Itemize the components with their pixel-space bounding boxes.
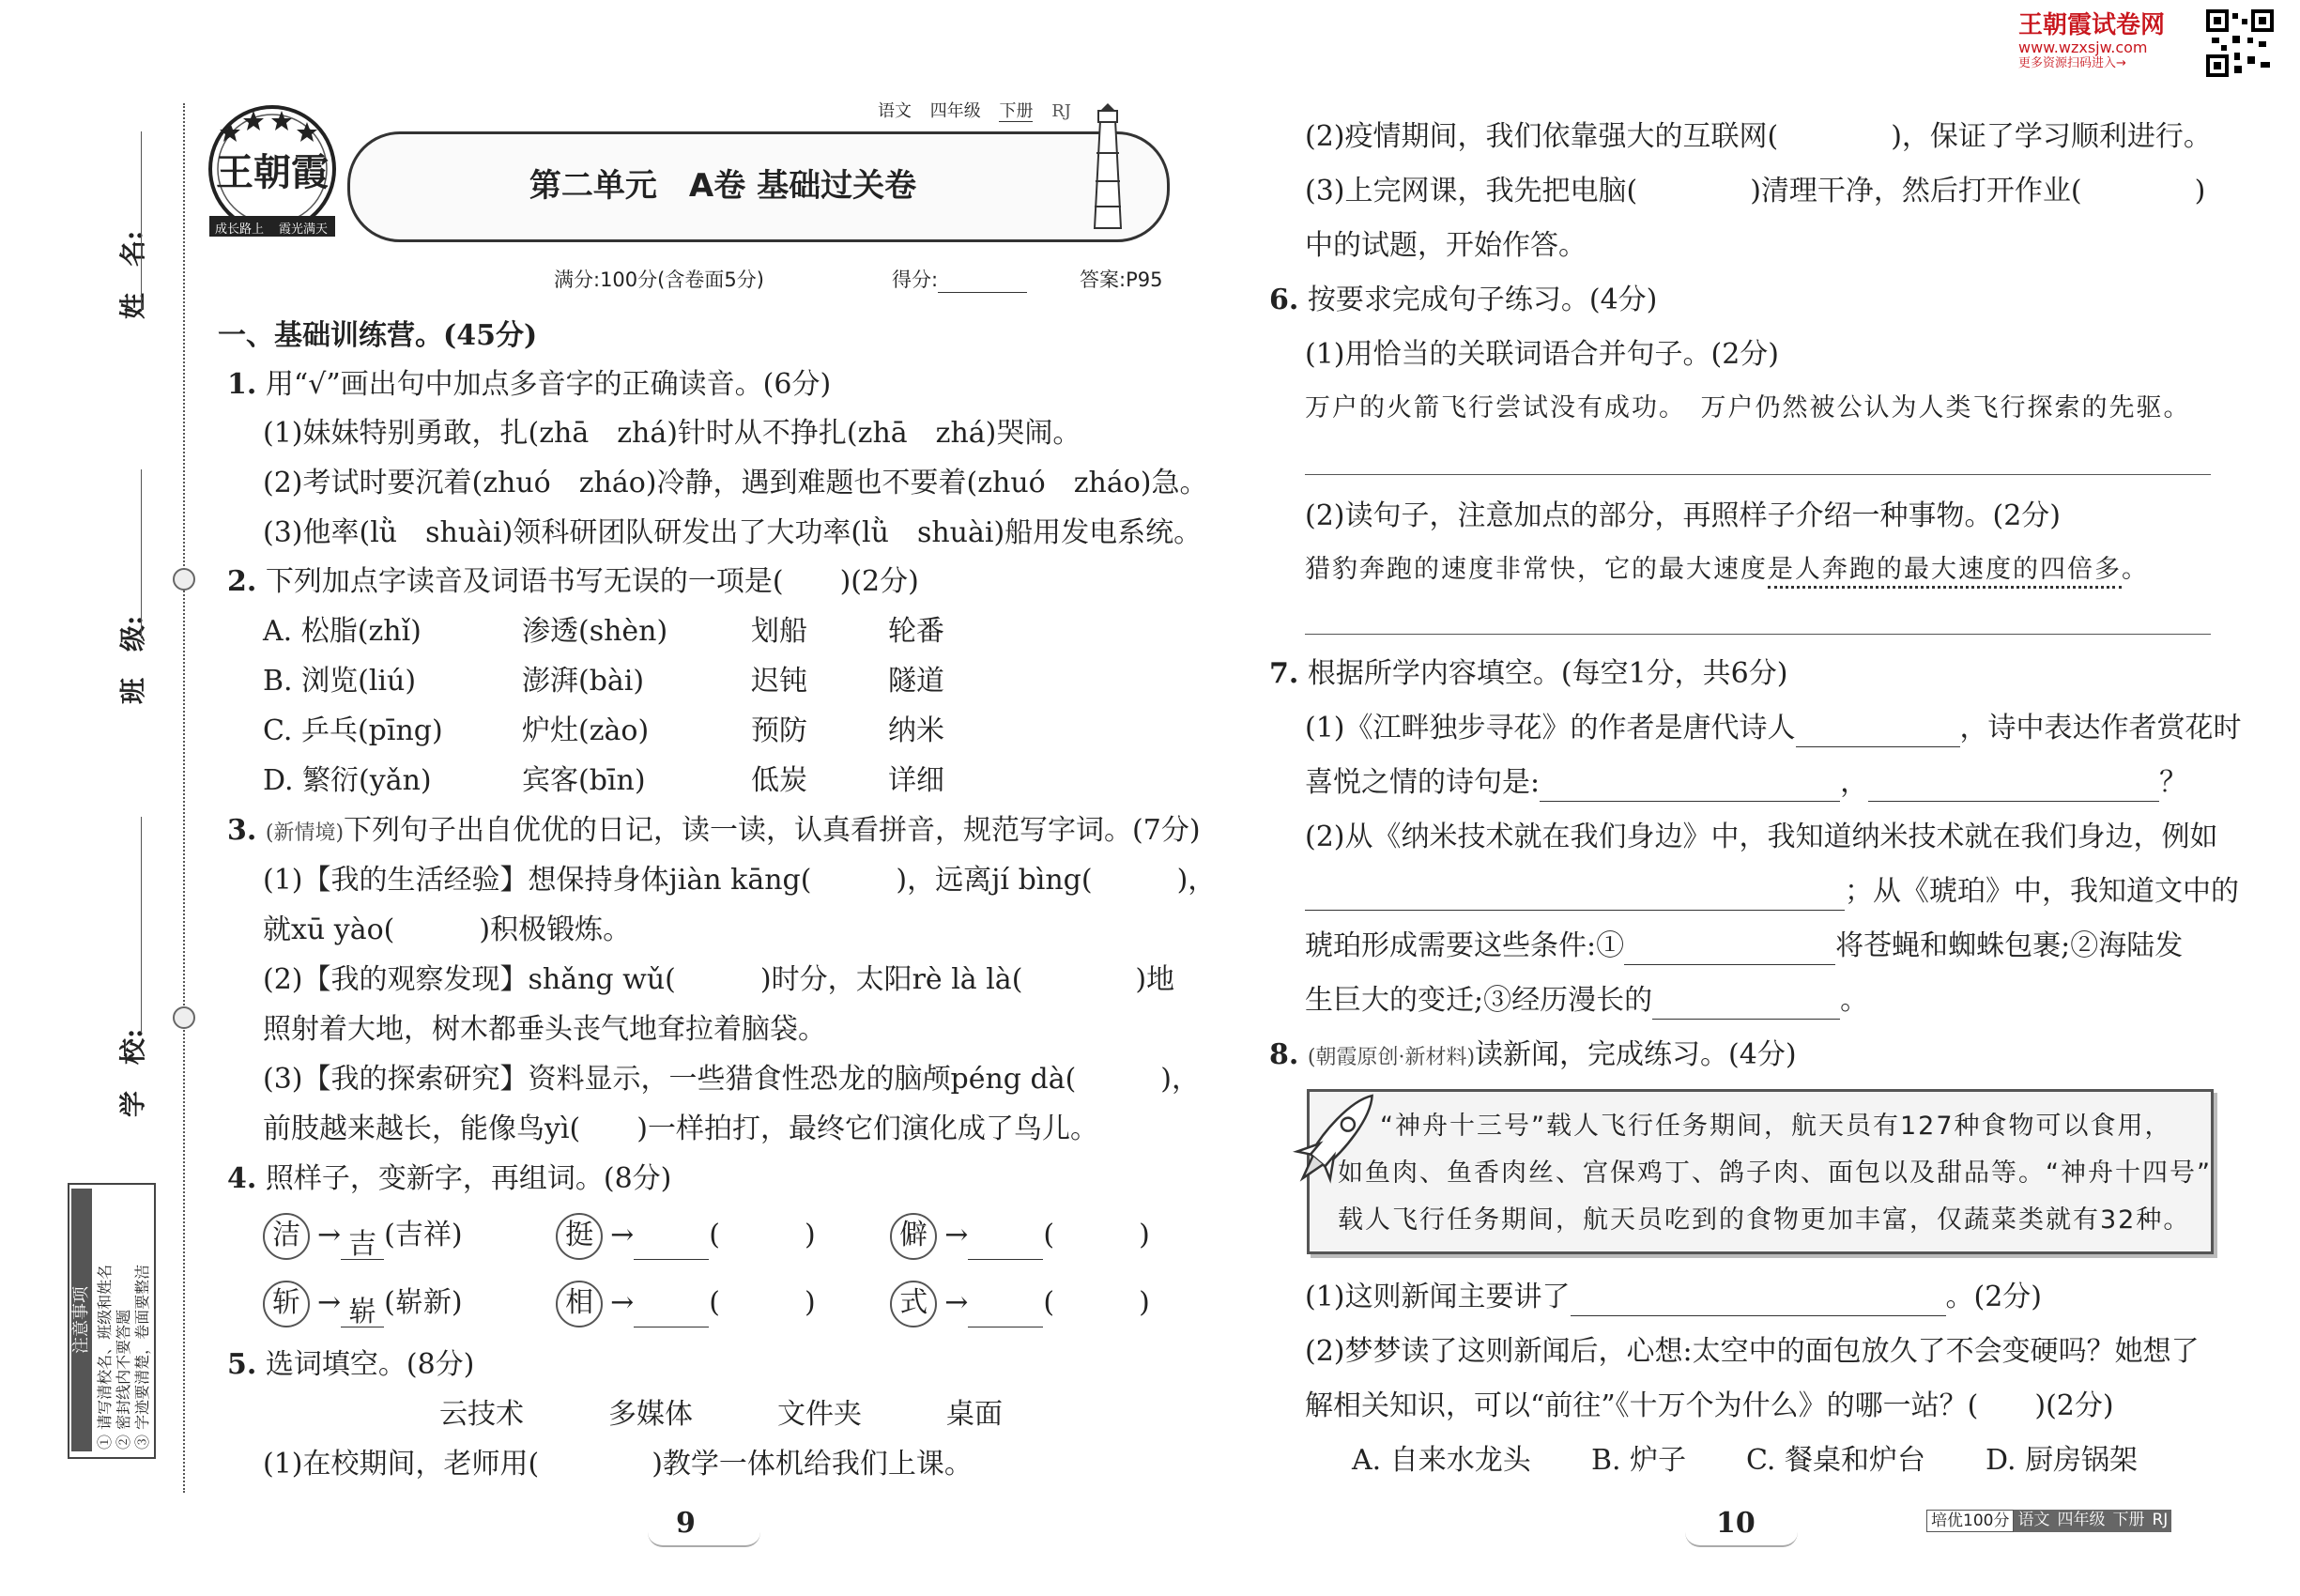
- q1-num: 1.: [227, 368, 257, 401]
- q4-char: 僻: [890, 1213, 937, 1260]
- q7-l1b: ，诗中表达作者赏花时: [1959, 712, 2242, 744]
- q7-amber-input-1[interactable]: [1624, 936, 1835, 965]
- arrow-icon: →: [317, 1219, 342, 1251]
- q6-sub-1: (1)用恰当的关联词语合并句子。(2分): [1305, 338, 1779, 371]
- q6-sentence-dotted: 是人奔跑的最大速度的四倍多: [1768, 555, 2122, 589]
- q7-amber-input-2[interactable]: [1652, 990, 1840, 1020]
- q2-opt-b-1[interactable]: B. 浏览(liú): [263, 665, 417, 698]
- q7-line-3: (2)从《纳米技术就在我们身边》中，我知道纳米技术就在我们身边，例如: [1305, 821, 2218, 853]
- q2-opt-d-2: 宾客(bīn): [522, 764, 646, 797]
- q4-new-char: 崭: [341, 1298, 384, 1327]
- q6-sub-1-text: 万户的火箭飞行尝试没有成功。 万户仍然被公认为人类飞行探索的先驱。: [1305, 393, 2191, 422]
- q2-text: 下列加点字读音及词语书写无误的一项是( )(2分): [265, 565, 919, 598]
- q7-poem-input-1[interactable]: [1540, 773, 1840, 802]
- q4-char: 洁: [263, 1213, 310, 1260]
- q4-new-char-input[interactable]: [968, 1231, 1043, 1260]
- class-input-line[interactable]: [141, 469, 142, 638]
- q3-line-6: 前肢越来越长，能像鸟yì( )一样拍打，最终它们演化成了鸟儿。: [263, 1113, 1098, 1145]
- arrow-icon: →: [944, 1219, 969, 1251]
- q8-summary-input[interactable]: [1571, 1287, 1946, 1316]
- news-line-3: 载人飞行任务期间，航天员吃到的食物更加丰富，仅蔬菜类就有32种。: [1338, 1205, 2191, 1235]
- arrow-icon: →: [610, 1286, 635, 1319]
- score-input[interactable]: [938, 271, 1027, 293]
- q2-opt-a-4: 轮番: [888, 615, 944, 648]
- q7-l5b: 将苍蝇和蜘蛛包裹;②海陆发: [1835, 929, 2184, 962]
- q4-num: 4.: [227, 1162, 257, 1195]
- q8-opt-d[interactable]: D. 厨房锅架: [1986, 1444, 2139, 1477]
- q2-opt-d-4: 详细: [888, 764, 944, 797]
- q1-line-2: (2)考试时要沉着(zhuó zháo)冷静，遇到难题也不要着(zhuó zháo)急。: [263, 467, 1208, 499]
- tag-grade: 四年级: [929, 101, 981, 121]
- q5-num: 5.: [227, 1348, 257, 1381]
- q7-poet-input[interactable]: [1796, 718, 1960, 747]
- q1-stem: [227, 366, 831, 404]
- q4-new-char-input[interactable]: [634, 1298, 709, 1327]
- header-tags: [878, 98, 1071, 122]
- q2-opt-b-4: 隧道: [888, 665, 944, 698]
- q2-opt-c-1[interactable]: C. 乒乓(pīng): [263, 714, 443, 747]
- section-title: 一、基础训练营。(45分): [218, 319, 538, 352]
- q2-opt-b-3: 迟钝: [751, 665, 807, 698]
- school-field: [113, 817, 150, 1127]
- q2-opt-a-3: 划船: [751, 615, 807, 648]
- q3-line-3: (2)【我的观察发现】shǎng wǔ( )时分，太阳rè là là( )地: [263, 963, 1175, 996]
- binding-hole-icon: [173, 568, 195, 591]
- q5-word-4: 桌面: [946, 1398, 1003, 1431]
- q4-word: (吉祥): [384, 1219, 463, 1251]
- q2-num: 2.: [227, 565, 257, 598]
- note-3: ③ 字迹要清楚，卷面要整洁: [133, 1264, 151, 1450]
- q3-line-4: 照射着大地，树木都垂头丧气地耷拉着脑袋。: [263, 1013, 826, 1046]
- q7-l6a: 生巨大的变迁;③经历漫长的: [1305, 984, 1653, 1017]
- q7-l5a: 琥珀形成需要这些条件:①: [1305, 929, 1625, 962]
- tag-volume: 下册: [999, 101, 1034, 121]
- q3-num: 3.: [227, 814, 257, 847]
- arrow-icon: →: [610, 1219, 635, 1251]
- footer-volume: 下册: [2108, 1510, 2148, 1532]
- q2-opt-c-2: 炉灶(zào): [522, 714, 650, 747]
- q5-line-2: (2)疫情期间，我们依靠强大的互联网( )，保证了学习顺利进行。: [1305, 120, 2212, 153]
- q7-line-1: [1305, 710, 2242, 747]
- q7-line-2: [1305, 764, 2187, 802]
- q6-stem: [1269, 282, 1657, 319]
- q8-s1a: (1)这则新闻主要讲了: [1305, 1281, 1571, 1313]
- q4-new-char: 吉: [341, 1231, 384, 1260]
- q8-opt-c[interactable]: C. 餐桌和炉台: [1746, 1444, 1925, 1477]
- q8-sub-2a: (2)梦梦读了这则新闻后，心想:太空中的面包放久了不会变硬吗？她想了: [1305, 1335, 2200, 1368]
- q2-opt-a-1[interactable]: A. 松脂(zhǐ): [263, 615, 422, 648]
- q4-word-input[interactable]: ( ): [709, 1286, 816, 1319]
- q3-text: 下列句子出自优优的日记，读一读，认真看拼音，规范写字词。(7分): [344, 814, 1201, 847]
- q1-line-1: (1)妹妹特别勇敢，扎(zhā zhá)针时从不挣扎(zhā zhá)哭闹。: [263, 417, 1081, 450]
- score-label-text: 得分:: [892, 269, 939, 291]
- tag-edition: RJ: [1051, 101, 1071, 121]
- class-field: [113, 469, 150, 714]
- q7-num: 7.: [1269, 657, 1299, 690]
- q4-char: 斩: [263, 1281, 310, 1327]
- logo-motto-left: 成长路上: [215, 223, 265, 237]
- q3-line-2: 就xū yào( )积极锻炼。: [263, 913, 632, 946]
- q4-new-char-input[interactable]: [634, 1231, 709, 1260]
- q7-l2b: ，: [1840, 766, 1869, 799]
- arrow-icon: →: [317, 1286, 342, 1319]
- q3-line-1: (1)【我的生活经验】想保持身体jiàn kāng( )，远离jí bìng( )，: [263, 864, 1217, 897]
- brand-sub: 更多资源扫码进入→: [2018, 56, 2126, 70]
- q7-l4: ；从《琥珀》中，我知道文中的: [1845, 875, 2239, 908]
- school-input-line[interactable]: [141, 817, 142, 1033]
- q4-word: (崭新): [384, 1286, 463, 1319]
- q4-word-input[interactable]: ( ): [1043, 1286, 1150, 1319]
- q7-l1a: (1)《江畔独步寻花》的作者是唐代诗人: [1305, 712, 1796, 744]
- q4-word-input[interactable]: ( ): [709, 1219, 816, 1251]
- name-field: [113, 131, 150, 366]
- brand-url: www.wzxsjw.com: [2018, 38, 2148, 56]
- footer-tag: [1926, 1510, 2171, 1532]
- q5-line-3a: (3)上完网课，我先把电脑( )清理干净，然后打开作业( ): [1305, 175, 2206, 207]
- logo-badge: [202, 103, 343, 244]
- q7-l6b: 。: [1840, 984, 1869, 1017]
- q8-opt-b[interactable]: B. 炉子: [1591, 1444, 1687, 1477]
- brand-block: [2018, 11, 2197, 71]
- q6-text: 按要求完成句子练习。(4分): [1307, 284, 1658, 316]
- brand-name: 王朝霞试卷网: [2018, 11, 2166, 39]
- q2-opt-d-1[interactable]: D. 繁衍(yǎn): [263, 764, 432, 797]
- q6-answer-line-1[interactable]: [1305, 474, 2211, 475]
- q7-poem-input-2[interactable]: [1868, 773, 2159, 802]
- page-number-left: 9: [676, 1507, 696, 1540]
- q8-tag: (朝霞原创·新材料): [1307, 1046, 1476, 1069]
- name-label: 姓 名:: [117, 230, 148, 319]
- q7-nano-input[interactable]: [1305, 882, 1845, 911]
- answer-ref: 答案:P95: [1080, 269, 1163, 291]
- q8-s1b: 。(2分): [1945, 1281, 2042, 1313]
- name-input-line[interactable]: [141, 131, 142, 310]
- binding-hole-icon: [173, 1006, 195, 1029]
- q2-opt-d-3: 低炭: [751, 764, 807, 797]
- q4-word-input[interactable]: ( ): [1043, 1219, 1150, 1251]
- footer-brand: 培优100分: [1926, 1510, 2014, 1532]
- q5-text: 选词填空。(8分): [265, 1348, 475, 1381]
- q5-word-3: 文件夹: [777, 1398, 862, 1431]
- q1-line-3: (3)他率(lǜ shuài)领科研团队研发出了大功率(lǜ shuài)船用发电系统。: [263, 516, 1203, 549]
- q3-stem: [227, 812, 1201, 852]
- q8-opt-a[interactable]: A. 自来水龙头: [1352, 1444, 1531, 1477]
- q1-text: 用“√”画出句中加点多音字的正确读音。(6分): [265, 368, 832, 401]
- q4-char: 相: [556, 1281, 603, 1327]
- arrow-icon: →: [944, 1286, 969, 1319]
- q6-sub-2: (2)读句子，注意加点的部分，再照样子介绍一种事物。(2分): [1305, 499, 2061, 532]
- q6-sentence-end: 。: [2122, 555, 2149, 584]
- q5-stem: [227, 1346, 474, 1384]
- binding-dotted-line: [183, 103, 185, 1493]
- q5-line-1: (1)在校期间，老师用( )教学一体机给我们上课。: [263, 1448, 973, 1481]
- q7-stem: [1269, 655, 1787, 693]
- score-info: 满分:100分(含卷面5分): [554, 269, 764, 291]
- footer-edition: RJ: [2148, 1510, 2171, 1532]
- page-number-right: 10: [1716, 1507, 1756, 1540]
- q2-opt-c-4: 纳米: [888, 714, 944, 747]
- q6-sentence-a: 猎豹奔跑的速度非常快，它的最大速度: [1305, 555, 1768, 584]
- q4-row-1: [263, 1213, 1150, 1260]
- q2-opt-b-2: 澎湃(bài): [522, 665, 645, 698]
- q7-l2a: 喜悦之情的诗句是:: [1305, 766, 1541, 799]
- notes-box: [68, 1183, 156, 1459]
- class-label: 班 级:: [117, 615, 148, 704]
- q8-stem: [1269, 1036, 1797, 1077]
- q3-line-5: (3)【我的探索研究】资料显示，一些猎食性恐龙的脑颅péng dà( )，: [263, 1063, 1201, 1096]
- logo-text: 王朝霞: [216, 150, 329, 194]
- q6-num: 6.: [1269, 284, 1299, 316]
- q5-word-1: 云技术: [439, 1398, 524, 1431]
- news-line-2: 如鱼肉、鱼香肉丝、宫保鸡丁、鸽子肉、面包以及甜品等。“神舟十四号”: [1338, 1159, 2212, 1188]
- q7-line-6: [1305, 982, 1868, 1020]
- footer-grade: 四年级: [2053, 1510, 2108, 1532]
- q8-num: 8.: [1269, 1038, 1299, 1071]
- q5-line-3b: 中的试题，开始作答。: [1305, 229, 1587, 262]
- q2-opt-c-3: 预防: [751, 714, 807, 747]
- q7-line-4: [1305, 873, 2239, 911]
- q4-text: 照样子，变新字，再组词。(8分): [265, 1162, 672, 1195]
- page-title: 第二单元 A卷 基础过关卷: [529, 167, 917, 205]
- q2-opt-a-2: 渗透(shèn): [522, 615, 668, 648]
- tag-subject: 语文: [878, 101, 912, 121]
- q8-text: 读新闻，完成练习。(4分): [1475, 1038, 1797, 1071]
- q4-row-2: [263, 1281, 1150, 1327]
- q4-stem: [227, 1160, 671, 1198]
- q4-new-char-input[interactable]: [968, 1298, 1043, 1327]
- notes-title: 注意事项: [71, 1189, 92, 1451]
- q8-sub-1: [1305, 1279, 2042, 1316]
- note-1: ① 请写清校名、班级和姓名: [96, 1264, 114, 1450]
- score-label: [892, 265, 1027, 293]
- q7-line-5: [1305, 928, 2183, 965]
- q8-sub-2b: 解相关知识，可以“前往”《十万个为什么》的哪一站？( )(2分): [1305, 1389, 2114, 1422]
- q7-text: 根据所学内容填空。(每空1分，共6分): [1307, 657, 1788, 690]
- footer-subject: 语文: [2014, 1510, 2053, 1532]
- note-2: ② 密封线内不要答题: [115, 1309, 132, 1450]
- q6-answer-line-2[interactable]: [1305, 634, 2211, 635]
- logo-motto-right: 霞光满天: [279, 223, 329, 237]
- q2-stem: [227, 563, 919, 601]
- news-line-1: “神舟十三号”载人飞行任务期间，航天员有127种食物可以食用，: [1380, 1112, 2172, 1141]
- q4-char: 式: [890, 1281, 937, 1327]
- school-label: 学 校:: [117, 1028, 148, 1117]
- q5-word-2: 多媒体: [608, 1398, 693, 1431]
- qr-code-icon: [2206, 9, 2274, 77]
- page-ornament-icon: [648, 1532, 760, 1547]
- q4-char: 挺: [556, 1213, 603, 1260]
- q6-sub-2-text: [1305, 551, 2149, 589]
- q3-tag: (新情境): [265, 821, 345, 845]
- page-ornament-icon: [1685, 1532, 1798, 1547]
- q7-l2c: ？: [2159, 766, 2188, 799]
